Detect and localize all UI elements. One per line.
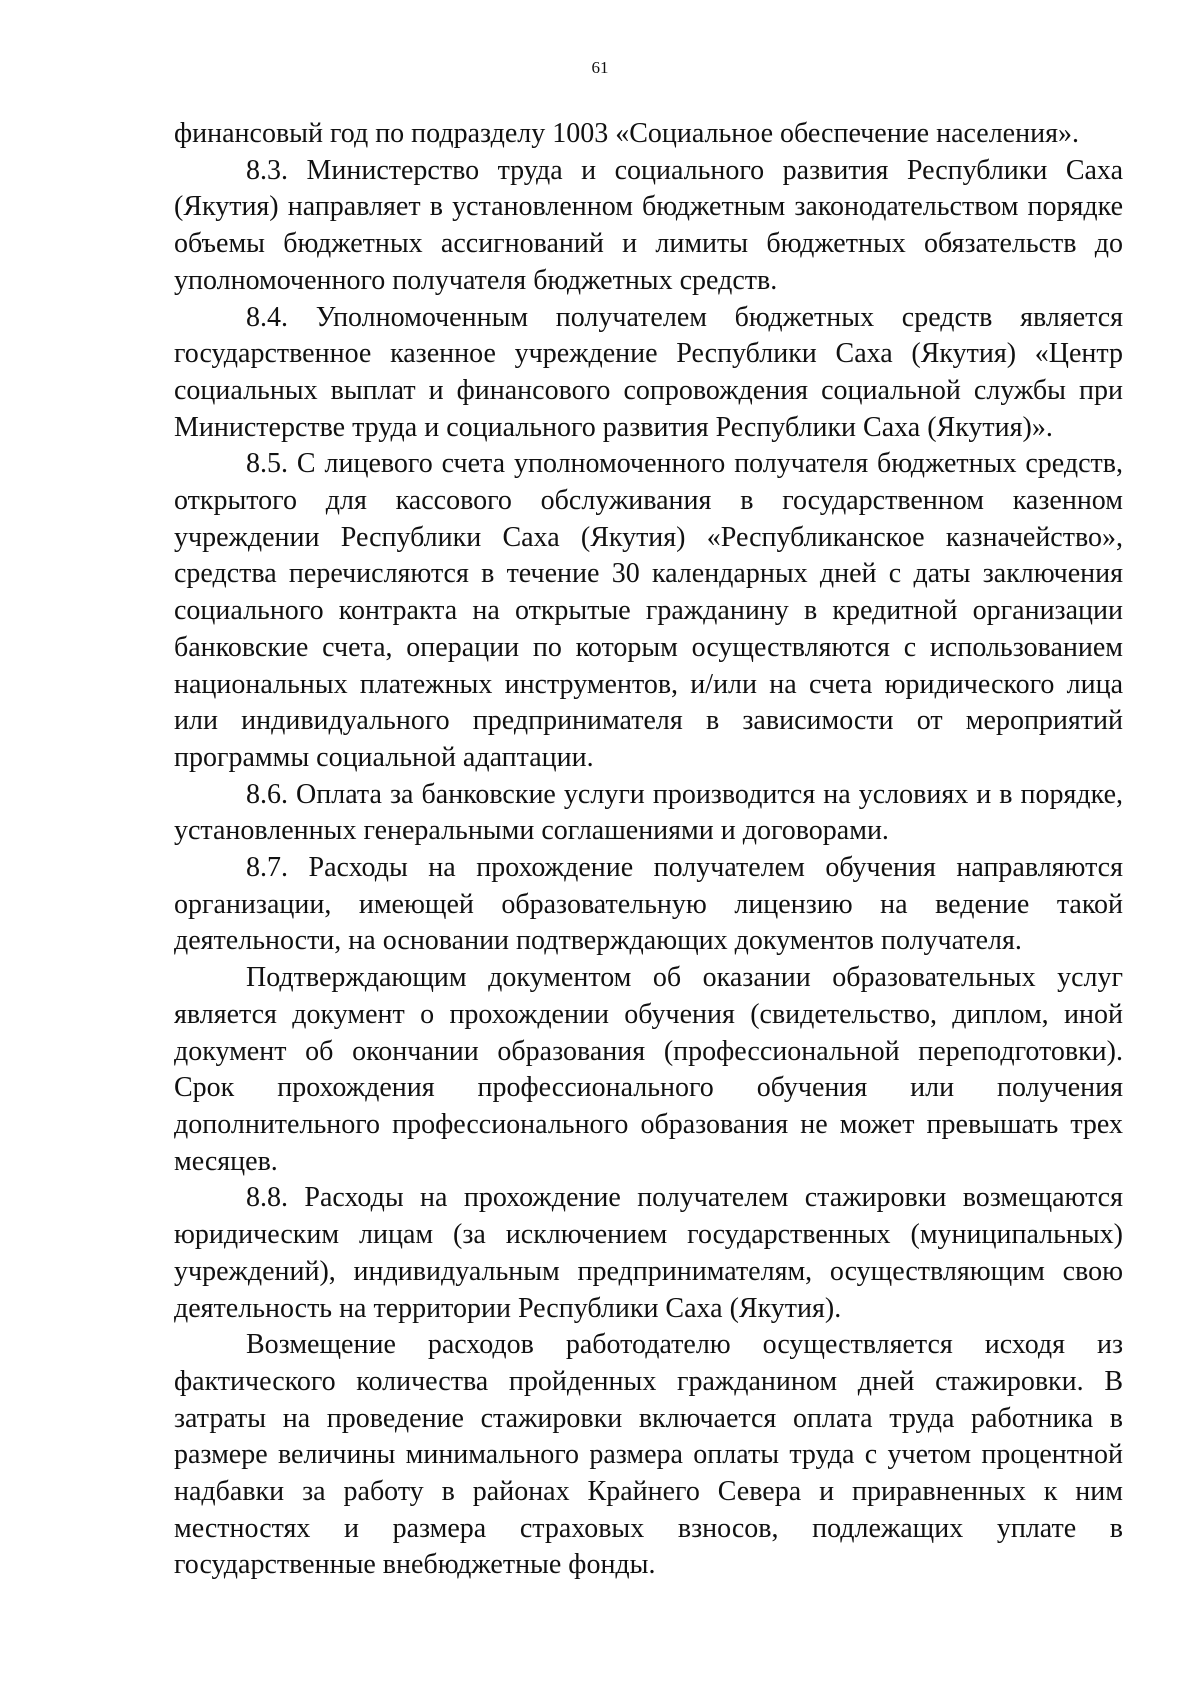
paragraph-continuation: финансовый год по подразделу 1003 «Социальное обеспечение населения». xyxy=(174,118,1079,149)
paragraph-8-3: 8.3. Министерство труда и социального развития Республики Саха (Якутия) направляет в установленном бюджетным законодательством порядке объемы бюджетных ассигнований и лимиты бюджетных обязательств до уполномоченного получателя бюджетных средств. xyxy=(174,154,1123,296)
paragraph-8-8: 8.8. Расходы на прохождение получателем стажировки возмещаются юридическим лицам (за исключением государственных (муниципальных) учреждений), индивидуальным предпринимателям, осуществляющим свою деятельность на территории Республики Саха (Якутия). xyxy=(174,1182,1123,1324)
paragraph-confirming-document: Подтверждающим документом об оказании образовательных услуг является документ о прохождении обучения (свидетельство, диплом, иной документ об окончании образования (профессиональной переподготовки). Срок прохождения профессионального обучения или получения дополнительного профессионального образования не может превышать трех месяцев. xyxy=(174,962,1123,1177)
paragraph-8-5: 8.5. С лицевого счета уполномоченного получателя бюджетных средств, открытого для кассового обслуживания в государственном казенном учреждении Республики Саха (Якутия) «Республиканское казначейство», средства перечисляются в течение 30 календарных дней с даты заключения социального контракта на открытые гражданину в кредитной организации банковские счета, операции по которым осуществляются с использованием национальных платежных инструментов, и/или на счета юридического лица или индивидуального предпринимателя в зависимости от мероприятий программы социальной адаптации. xyxy=(174,448,1123,773)
paragraph-8-6: 8.6. Оплата за банковские услуги производится на условиях и в порядке, установленных генеральными соглашениями и договорами. xyxy=(174,778,1123,847)
page-number: 61 xyxy=(591,58,609,77)
paragraph-8-4: 8.4. Уполномоченным получателем бюджетных средств является государственное казенное учреждение Республики Саха (Якутия) «Центр социальных выплат и финансового сопровождения социальной службы при Министерстве труда и социального развития Республики Саха (Якутия)». xyxy=(174,301,1123,443)
document-body xyxy=(174,116,1123,1584)
paragraph-expense-reimbursement: Возмещение расходов работодателю осуществляется исходя из фактического количества пройденных гражданином дней стажировки. В затраты на проведение стажировки включается оплата труда работника в размере величины минимального размера оплаты труда с учетом процентной надбавки за работу в районах Крайнего Севера и приравненных к ним местностях и размера страховых взносов, подлежащих уплате в государственные внебюджетные фонды. xyxy=(174,1329,1123,1581)
paragraph-8-7: 8.7. Расходы на прохождение получателем обучения направляются организации, имеющей образовательную лицензию на ведение такой деятельности, на основании подтверждающих документов получателя. xyxy=(174,852,1123,957)
